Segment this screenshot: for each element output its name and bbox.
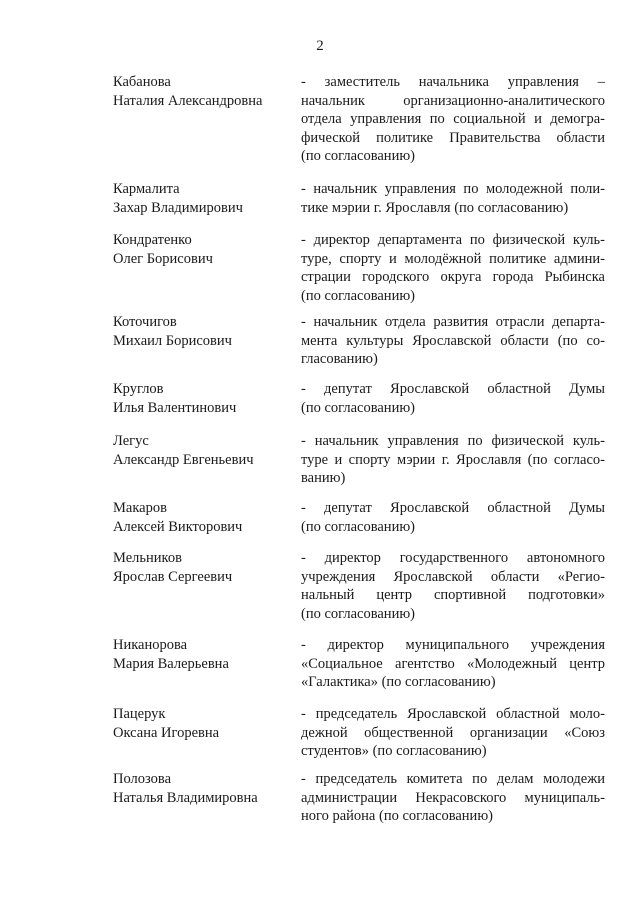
role-line: - председатель комитета по делам молодежи (301, 771, 605, 787)
role-line: нальный центр спортивной подготовки» (301, 587, 605, 603)
member-given-name: Оксана Игоревна (113, 724, 220, 741)
member-role (301, 380, 605, 417)
role-line: дежной общественной организации «Союз (301, 724, 605, 741)
role-line: отдела управления по социальной и демогра- (301, 111, 605, 127)
member-name (113, 73, 293, 110)
role-line: (по согласованию) (301, 399, 415, 416)
role-line: - председатель Ярославской областной моло- (301, 706, 605, 722)
member-given-name: Александр Евгеньевич (113, 451, 254, 468)
member-given-name: Михаил Борисович (113, 332, 232, 349)
member-surname: Кабанова (113, 74, 171, 90)
member-given-name: Илья Валентинович (113, 399, 237, 416)
member-name (113, 313, 293, 350)
member-role (301, 180, 605, 217)
role-line: мента культуры Ярославской области (по со- (301, 332, 605, 349)
member-surname: Кармалита (113, 181, 180, 197)
role-line: туре, спорту и молодёжной политике админи- (301, 250, 605, 267)
role-line: ванию) (301, 470, 346, 486)
role-line: - директор государственного автономного (301, 550, 605, 566)
member-role (301, 770, 605, 826)
role-line: - директор муниципального учреждения (301, 637, 605, 653)
role-line: тике мэрии г. Ярославля (по согласованию) (301, 199, 569, 216)
member-name (113, 432, 293, 469)
role-line: студентов» (по согласованию) (301, 743, 487, 759)
role-line: - директор департамента по физической куль- (301, 232, 605, 248)
member-surname: Полозова (113, 771, 171, 787)
member-surname: Мельников (113, 550, 182, 566)
member-surname: Коточигов (113, 314, 177, 330)
role-line: гласованию) (301, 351, 378, 367)
role-line: «Галактика» (по согласованию) (301, 674, 496, 690)
member-given-name: Ярослав Сергеевич (113, 568, 233, 585)
member-role (301, 705, 605, 761)
member-name (113, 549, 293, 586)
member-role (301, 549, 605, 623)
member-role (301, 499, 605, 536)
page-number: 2 (316, 38, 324, 54)
member-role (301, 432, 605, 488)
member-name (113, 636, 293, 673)
member-role (301, 73, 605, 166)
member-name (113, 705, 293, 742)
role-line: - начальник управления по физической куль- (301, 433, 605, 449)
member-surname: Круглов (113, 381, 164, 397)
member-surname: Пацерук (113, 706, 166, 722)
member-role (301, 636, 605, 692)
member-given-name: Наталия Александровна (113, 92, 263, 109)
member-surname: Легус (113, 433, 149, 449)
member-given-name: Наталья Владимировна (113, 789, 258, 806)
role-line: (по согласованию) (301, 148, 415, 164)
member-given-name: Захар Владимирович (113, 199, 243, 216)
role-line: страции городского округа города Рыбинска (301, 269, 605, 285)
member-role (301, 313, 605, 369)
member-name (113, 180, 293, 217)
member-given-name: Мария Валерьевна (113, 655, 229, 672)
member-name (113, 231, 293, 268)
role-line: учреждения Ярославской области «Регио- (301, 568, 605, 585)
member-name (113, 499, 293, 536)
member-surname: Кондратенко (113, 232, 192, 248)
role-line: (по согласованию) (301, 287, 415, 304)
role-line: администрации Некрасовского муниципаль- (301, 789, 605, 806)
role-line: ного района (по согласованию) (301, 808, 493, 824)
member-role (301, 231, 605, 305)
role-line: - начальник отдела развития отрасли департа- (301, 314, 605, 330)
role-line: - депутат Ярославской областной Думы (301, 381, 605, 397)
role-line: туре и спорту мэрии г. Ярославля (по согласо- (301, 451, 605, 468)
role-line: - начальник управления по молодежной поли- (301, 181, 605, 197)
role-line: начальник организационно-аналитического (301, 92, 605, 109)
role-line: - заместитель начальника управления – (301, 74, 605, 90)
member-surname: Никанорова (113, 637, 188, 653)
role-line: «Социальное агентство «Молодежный центр (301, 655, 605, 672)
role-line: (по согласованию) (301, 518, 415, 535)
member-name (113, 770, 293, 807)
member-name (113, 380, 293, 417)
member-surname: Макаров (113, 500, 167, 516)
member-given-name: Алексей Викторович (113, 518, 243, 535)
member-given-name: Олег Борисович (113, 250, 213, 267)
role-line: фической политике Правительства области (301, 129, 605, 146)
role-line: (по согласованию) (301, 605, 415, 622)
role-line: - депутат Ярославской областной Думы (301, 500, 605, 516)
